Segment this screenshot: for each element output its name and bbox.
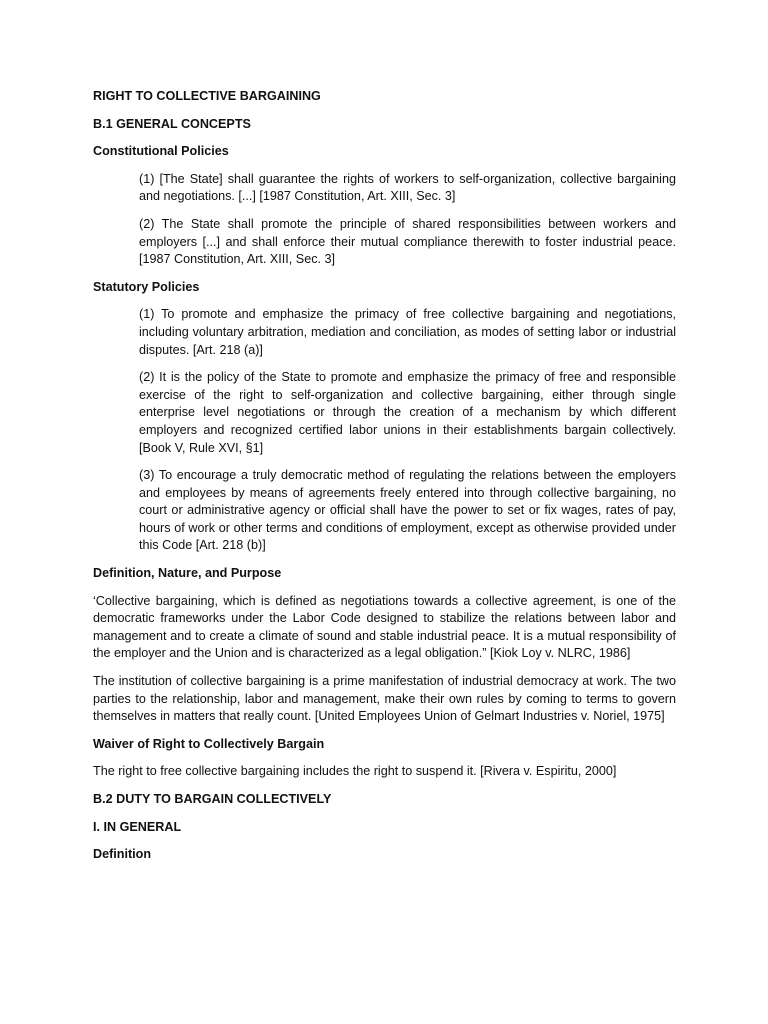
constitutional-item-2: (2) The State shall promote the principle of shared responsibilities between workers and employers [...] and shall enforce their mutual compliance therewith to foster industrial peace. [1987 Constitution, Art. XIII, Sec. 3]	[139, 216, 676, 267]
waiver-heading: Waiver of Right to Collectively Bargain	[93, 736, 325, 751]
section-heading-b1: B.1 GENERAL CONCEPTS	[93, 116, 251, 131]
waiver-paragraph: The right to free collective bargaining includes the right to suspend it. [Rivera v. Espiritu, 2000]	[93, 764, 617, 779]
definition-heading: Definition	[93, 847, 152, 862]
statutory-policies-heading: Statutory Policies	[93, 279, 200, 294]
definition-paragraph-1: ‘Collective bargaining, which is defined as negotiations towards a collective agreement, is one of the democratic frameworks under the Labor Code designed to stabilize the relations between labor and management and to create a climate of sound and stable industrial peace. It is a mutual responsibility of the employer and the Union and is characterized as a legal obligation.” [Kiok Loy v. NLRC, 1986]	[93, 593, 676, 661]
document-title: RIGHT TO COLLECTIVE BARGAINING	[93, 89, 321, 103]
subsection-in-general: I. IN GENERAL	[93, 819, 182, 834]
definition-nature-heading: Definition, Nature, and Purpose	[93, 566, 282, 581]
section-heading-b2: B.2 DUTY TO BARGAIN COLLECTIVELY	[93, 792, 332, 806]
statutory-item-2: (2) It is the policy of the State to promote and emphasize the primacy of free and responsible exercise of the right to self-organization and collective bargaining, either through single enterprise level negotiations or through the creation of a mechanism by which different employers and recognized certified labor unions in their establishments bargain collectively. [Book V, Rule XVI, §1]	[139, 370, 676, 455]
definition-paragraph-2: The institution of collective bargaining is a prime manifestation of industrial democracy at work. The two parties to the relationship, labor and management, make their own rules by coming to terms to govern themselves in matters that really count. [United Employees Union of Gelmart Industries v. Noriel, 1975]	[93, 674, 676, 724]
constitutional-policies-heading: Constitutional Policies	[93, 144, 229, 159]
statutory-item-3: (3) To encourage a truly democratic method of regulating the relations between the employers and employees by means of agreements freely entered into through collective bargaining, no court or administrative agency or official shall have the power to set or fix wages, rates of pay, hours of work or other terms and conditions of employment, except as otherwise provided under this Code [Art. 218 (b)]	[139, 468, 676, 553]
constitutional-item-1: (1) [The State] shall guarantee the rights of workers to self-organization, collective bargaining and negotiations. [...] [1987 Constitution, Art. XIII, Sec. 3]	[139, 171, 676, 204]
statutory-item-1: (1) To promote and emphasize the primacy of free collective bargaining and negotiations, including voluntary arbitration, mediation and conciliation, as modes of setting labor or industrial disputes. [Art. 218 (a)]	[139, 307, 676, 357]
